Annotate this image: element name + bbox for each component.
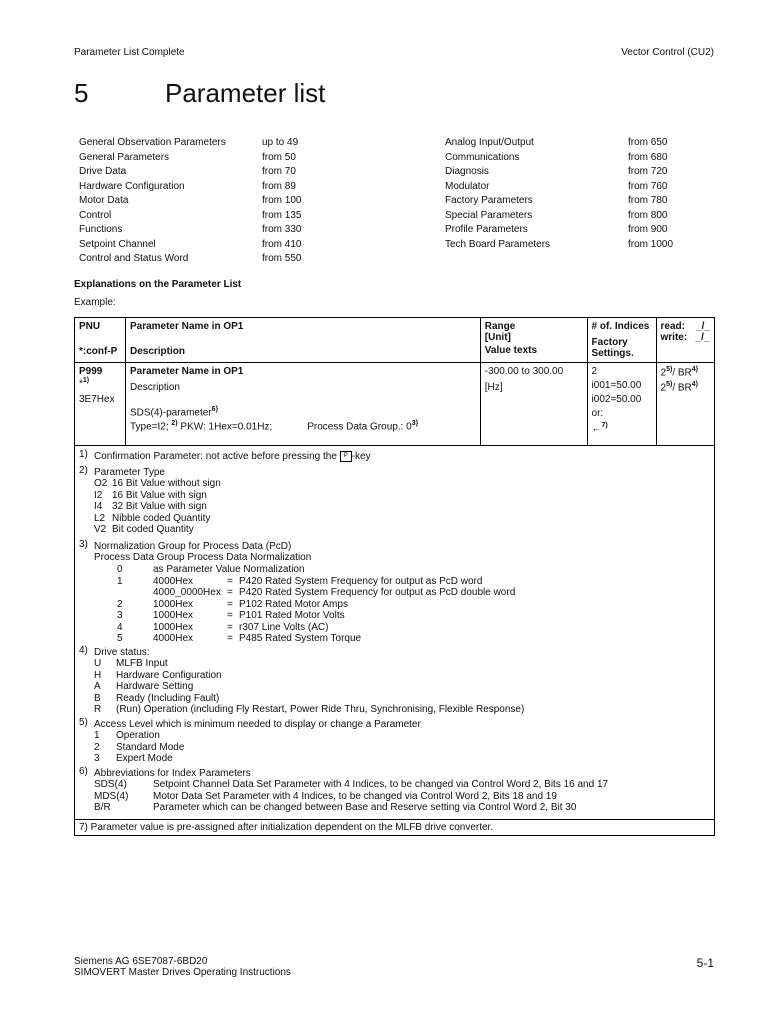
overview-item-range: from 100: [262, 195, 302, 206]
overview-ranges-right: [628, 136, 673, 252]
status-code: B: [94, 692, 101, 704]
overview-item-name: Modulator: [445, 180, 490, 192]
overview-item-name: Functions: [79, 224, 123, 235]
example-pnu: P999: [79, 366, 103, 377]
example-or: or:: [591, 408, 604, 419]
abbrev-text: Setpoint Channel Data Set Parameter with 4 Indices, to be changed via Control Word 2, Bits 16 and 17: [153, 779, 609, 790]
example-pkw: PKW: 1Hex=0.01Hz;: [180, 421, 273, 433]
example-arrow-footnote: 7): [601, 422, 608, 429]
overview-item-range: from 330: [262, 224, 302, 235]
list-item: [94, 478, 221, 490]
example-indices: 2: [591, 366, 598, 377]
note-1: [94, 451, 371, 463]
write-level-status: / BR: [672, 382, 692, 394]
level-text: Operation: [116, 730, 160, 741]
list-item: [94, 753, 184, 765]
note-3-title: Normalization Group for Process Data (PcD): [94, 541, 292, 552]
header-value-texts: Value texts: [484, 345, 538, 356]
example-process-data-group: Process Data Group.: 0: [307, 421, 412, 433]
explanations-title: Explanations on the Parameter List: [74, 279, 242, 290]
page-header-left: Parameter List Complete: [74, 47, 185, 58]
list-item: [94, 802, 608, 814]
overview-item-range: from 760: [628, 180, 668, 192]
note-1-text: Confirmation Parameter: not active before pressing the: [94, 451, 337, 463]
overview-item-range: from 900: [628, 224, 668, 235]
example-read-level: [661, 366, 710, 378]
example-i001: i001=50.00: [591, 380, 642, 391]
read-status-footnote: 4): [691, 366, 698, 373]
header-access-cell: [656, 318, 714, 363]
list-item: [94, 730, 184, 742]
list-item: [94, 742, 184, 754]
list-item: [94, 490, 221, 502]
overview-item-name: Control and Status Word: [79, 253, 189, 264]
note-5-title: Access Level which is minimum needed to display or change a Parameter: [94, 719, 421, 730]
pcd-hex: 1000Hex: [153, 598, 194, 610]
list-item: [117, 587, 515, 599]
note-1-suffix: -key: [351, 451, 371, 463]
level-text: Expert Mode: [116, 753, 173, 764]
list-item: [117, 610, 515, 622]
example-description: Description: [129, 382, 180, 393]
pcd-hex: 4000_0000Hex: [153, 587, 221, 598]
note-3-number: 3): [79, 539, 88, 550]
example-range: -300.00 to 300.00: [484, 366, 564, 377]
note-7: 7) Parameter value is pre-assigned after initialization dependent on the MLFB drive converter.: [75, 819, 714, 836]
list-item: [94, 524, 221, 536]
pcd-text: P420 Rated System Frequency for output as PcD double word: [239, 587, 516, 598]
level-code: 3: [94, 753, 100, 764]
pcd-eq: =: [227, 575, 233, 587]
overview-item-range: from 50: [262, 151, 296, 163]
overview-item-range: from 1000: [628, 238, 674, 250]
header-name-cell: [125, 318, 480, 363]
example-label: Example:: [74, 297, 116, 308]
header-conf: *:conf-P: [79, 346, 118, 357]
note-5-number: 5): [79, 717, 88, 728]
pcd-eq: =: [227, 621, 233, 633]
write-status-footnote: 4): [691, 381, 698, 389]
overview-item-name: Special Parameters: [445, 209, 533, 221]
header-pnu: PNU: [79, 321, 101, 332]
note-4-title: Drive status:: [94, 647, 150, 658]
list-item: [117, 564, 515, 576]
example-star: *: [79, 378, 83, 390]
overview-item-range: from 550: [262, 253, 302, 264]
overview-names-left: [79, 136, 226, 267]
example-name: Parameter Name in OP1: [129, 366, 244, 377]
overview-item-range: from 135: [262, 209, 302, 221]
overview-item-range: from 780: [628, 195, 668, 206]
pcd-eq: =: [227, 633, 233, 644]
overview-item-name: Motor Data: [79, 195, 129, 206]
overview-ranges-left: [262, 136, 301, 267]
chapter-title: Parameter list: [165, 78, 326, 108]
header-indices-cell: [587, 318, 656, 363]
header-range-cell: [480, 318, 587, 363]
overview-item-name: Setpoint Channel: [79, 238, 156, 250]
list-item: [117, 576, 515, 588]
overview-item-range: from 650: [628, 137, 668, 148]
type-text: 16 Bit Value with sign: [112, 489, 207, 501]
overview-item-range: from 680: [628, 151, 668, 163]
footer-manual: SIMOVERT Master Drives Operating Instructions: [74, 967, 291, 978]
write-level-number: 2: [660, 382, 667, 394]
abbrev-code: SDS(4): [94, 779, 127, 790]
note-4-number: 4): [79, 645, 88, 656]
status-text: (Run) Operation (including Fly Restart, Power Ride Thru, Synchronising, Flexible Response): [116, 704, 525, 715]
example-name-cell: [125, 363, 480, 446]
type-code: L2: [94, 512, 106, 524]
example-type-footnote: 2): [171, 420, 178, 428]
header-read-value: _/_: [696, 321, 710, 332]
overview-item-name: Hardware Configuration: [79, 180, 185, 192]
read-level-status: / BR: [672, 367, 692, 379]
header-factory: Factory: [591, 337, 628, 348]
type-text: 16 Bit Value without sign: [112, 478, 221, 489]
pcd-group: 4: [117, 621, 123, 633]
example-conf-marker: [79, 377, 121, 389]
note-6-title: Abbreviations for Index Parameters: [94, 768, 251, 779]
status-code: U: [94, 658, 102, 669]
overview-item-range: from 800: [628, 209, 668, 221]
overview-item-name: Communications: [445, 151, 520, 163]
level-code: 2: [94, 741, 100, 753]
footer-company: Siemens AG 6SE7087-6BD20: [74, 956, 208, 967]
overview-item-name: Profile Parameters: [445, 224, 528, 235]
list-item: [94, 693, 524, 705]
overview-item-name: Tech Board Parameters: [445, 238, 551, 250]
header-read: [661, 321, 710, 332]
list-item: [94, 658, 524, 670]
list-item: [94, 670, 524, 682]
read-level-footnote: 5): [666, 366, 673, 373]
header-pnu-cell: [75, 318, 126, 363]
note-5-list: [94, 730, 184, 765]
overview-item-range: from 89: [262, 180, 296, 192]
overview-item-name: General Observation Parameters: [79, 137, 226, 148]
list-item: [94, 501, 221, 513]
left-arrow-icon: ←: [591, 423, 602, 435]
header-description: Description: [129, 346, 185, 357]
pcd-hex: 4000Hex: [153, 633, 194, 644]
header-write: [661, 332, 710, 343]
level-text: Standard Mode: [116, 741, 185, 753]
overview-item-name: Factory Parameters: [445, 195, 533, 206]
overview-item-range: from 410: [262, 238, 302, 250]
pcd-text: as Parameter Value Normalization: [153, 564, 305, 575]
footnotes-box: [74, 446, 715, 836]
header-indices: # of. Indices: [591, 321, 650, 332]
pcd-group: 1: [117, 575, 123, 587]
abbrev-code: MDS(4): [94, 790, 129, 802]
parameter-example-table: [74, 317, 715, 446]
example-sds-footnote: 6): [211, 406, 218, 413]
status-code: A: [94, 681, 101, 692]
pcd-eq: =: [227, 587, 233, 598]
status-code: R: [94, 704, 102, 715]
overview-item-range: from 720: [628, 166, 668, 177]
abbrev-text: Motor Data Set Parameter with 4 Indices, to be changed via Control Word 2, Bits 18 and 19: [153, 790, 557, 802]
example-type-line: [130, 420, 476, 432]
type-code: O2: [94, 478, 108, 489]
pcd-text: r307 Line Volts (AC): [239, 621, 329, 633]
overview-names-right: [445, 136, 550, 252]
note-6-list: [94, 779, 608, 814]
status-text: MLFB Input: [116, 658, 168, 669]
header-name: Parameter Name in OP1: [129, 321, 244, 332]
example-indices-cell: [587, 363, 656, 446]
status-text: Hardware Configuration: [116, 669, 222, 681]
pcd-group: 2: [117, 598, 123, 610]
table-example-row: [75, 363, 715, 446]
pcd-hex: 4000Hex: [153, 575, 194, 587]
pcd-group: 3: [117, 610, 123, 621]
example-unit: [Hz]: [484, 382, 503, 393]
pcd-text: P420 Rated System Frequency for output as PcD word: [239, 575, 483, 587]
pcd-group: 0: [117, 564, 123, 575]
example-access-cell: [656, 363, 714, 446]
example-arrow-line: [592, 422, 652, 434]
type-text: 32 Bit Value with sign: [112, 501, 207, 512]
chapter-number: 5: [74, 78, 89, 108]
status-code: H: [94, 669, 102, 681]
page-header-right: Vector Control (CU2): [621, 47, 714, 58]
overview-item-name: Diagnosis: [445, 166, 489, 177]
note-1-number: 1): [79, 449, 88, 460]
note-6-number: 6): [79, 766, 88, 777]
list-item: [94, 681, 524, 693]
pcd-group: 5: [117, 633, 123, 644]
example-hex: 3E7Hex: [79, 394, 115, 406]
example-sds-text: SDS(4)-parameter: [129, 407, 212, 419]
list-item: [94, 513, 221, 525]
header-write-label: write:: [660, 332, 688, 343]
pcd-text: P101 Rated Motor Volts: [239, 610, 345, 621]
read-level-number: 2: [660, 367, 667, 379]
note-2-number: 2): [79, 465, 88, 476]
header-settings: Settings.: [591, 348, 634, 359]
pcd-text: P485 Rated System Torque: [239, 633, 362, 644]
list-item: [94, 704, 524, 716]
overview-item-name: General Parameters: [79, 151, 170, 163]
overview-item-range: from 70: [262, 166, 296, 177]
example-sds: [130, 406, 476, 418]
list-item: [117, 633, 515, 645]
list-item: [94, 791, 608, 803]
example-i002: i002=50.00: [591, 394, 642, 405]
overview-item-range: up to 49: [262, 137, 299, 148]
note-2-title: Parameter Type: [94, 467, 165, 478]
abbrev-text: Parameter which can be changed between Base and Reserve setting via Control Word 2, Bit 30: [153, 802, 577, 813]
overview-item-name: Analog Input/Output: [445, 137, 534, 148]
overview-item-name: Drive Data: [79, 166, 127, 177]
example-star-footnote: 1): [82, 377, 90, 384]
type-text: Nibble coded Quantity: [112, 512, 211, 524]
status-text: Hardware Setting: [116, 681, 194, 692]
note-4-list: [94, 658, 524, 716]
header-range: Range: [484, 321, 516, 332]
note-3-subtitle: Process Data Group Process Data Normalization: [94, 552, 312, 563]
overview-item-name: Control: [79, 209, 112, 221]
list-item: [117, 622, 515, 634]
header-read-label: read:: [660, 321, 685, 332]
example-pnu-cell: [75, 363, 126, 446]
example-write-level: [661, 381, 710, 393]
example-range-cell: [480, 363, 587, 446]
status-text: Ready (Including Fault): [116, 692, 220, 704]
pcd-hex: 1000Hex: [153, 610, 194, 621]
table-header-row: [75, 318, 715, 363]
page-number: 5-1: [696, 956, 714, 970]
note-2-list: [94, 478, 221, 536]
pcd-text: P102 Rated Motor Amps: [239, 598, 348, 610]
type-text: Bit coded Quantity: [112, 524, 194, 535]
list-item: [94, 779, 608, 791]
type-code: V2: [94, 524, 107, 535]
pcd-eq: =: [227, 598, 233, 610]
header-unit: [Unit]: [484, 332, 511, 343]
list-item: [117, 599, 515, 611]
note-3-list: [117, 564, 515, 645]
type-code: I4: [94, 501, 103, 512]
pcd-eq: =: [227, 610, 233, 621]
example-type: Type=I2;: [129, 421, 169, 433]
header-write-value: _/_: [695, 332, 710, 343]
example-pdg-footnote: 3): [411, 420, 418, 428]
write-level-footnote: 5): [666, 381, 673, 389]
level-code: 1: [94, 730, 100, 741]
type-code: I2: [94, 489, 103, 501]
p-key-icon: P: [340, 451, 352, 462]
abbrev-code: B/R: [94, 802, 111, 813]
pcd-hex: 1000Hex: [153, 621, 194, 633]
